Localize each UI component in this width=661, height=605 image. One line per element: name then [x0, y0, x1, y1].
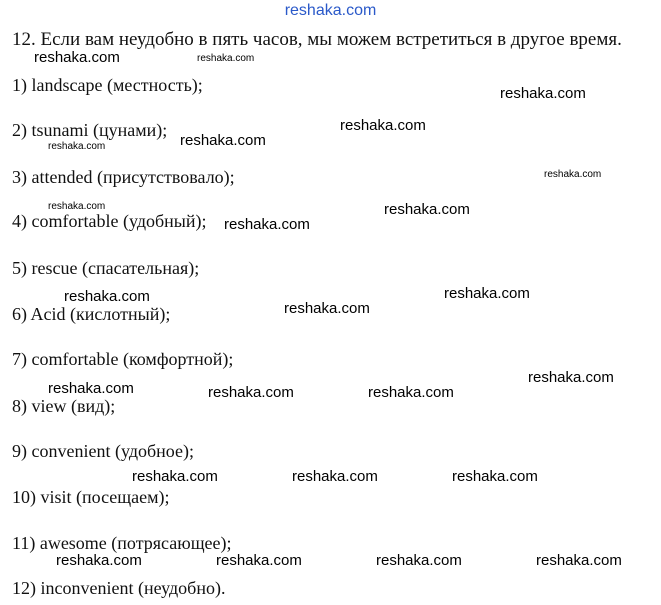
watermark: reshaka.com [536, 552, 622, 569]
task-sentence: Если вам неудобно в пять часов, мы можем встретиться в другое время. [40, 29, 622, 50]
answer-item-1: 1) landscape (местность); [12, 75, 203, 95]
answer-item-3: 3) attended (присутствовало); [12, 167, 235, 187]
answer-item-6: 6) Acid (кислотный); [12, 304, 171, 324]
watermark: reshaka.com [444, 285, 530, 302]
watermark: reshaka.com [132, 468, 218, 485]
watermark: reshaka.com [56, 552, 142, 569]
answer-item-2: 2) tsunami (цунами); [12, 120, 168, 140]
watermark: reshaka.com [544, 169, 602, 180]
answer-item-12: 12) inconvenient (неудобно). [12, 578, 226, 598]
watermark: reshaka.com [376, 552, 462, 569]
watermark: reshaka.com [48, 201, 106, 212]
watermark: reshaka.com [384, 201, 470, 218]
watermark: reshaka.com [292, 468, 378, 485]
watermark: reshaka.com [452, 468, 538, 485]
watermark: reshaka.com [216, 552, 302, 569]
watermark: reshaka.com [48, 141, 106, 152]
watermark: reshaka.com [48, 380, 134, 397]
task-heading [12, 29, 622, 51]
watermark: reshaka.com [500, 85, 586, 102]
watermark: reshaka.com [528, 369, 614, 386]
watermark: reshaka.com [368, 384, 454, 401]
watermark: reshaka.com [34, 49, 120, 66]
answer-item-8: 8) view (вид); [12, 396, 116, 416]
answer-item-11: 11) awesome (потрясающее); [12, 533, 232, 553]
watermark: reshaka.com [197, 53, 255, 64]
watermark: reshaka.com [208, 384, 294, 401]
watermark: reshaka.com [340, 117, 426, 134]
watermark: reshaka.com [64, 288, 150, 305]
answer-item-4: 4) comfortable (удобный); [12, 211, 207, 231]
answer-item-9: 9) convenient (удобное); [12, 441, 194, 461]
answer-item-5: 5) rescue (спасательная); [12, 258, 200, 278]
task-number: 12. [12, 29, 36, 50]
site-header-link[interactable]: reshaka.com [284, 2, 377, 19]
watermark: reshaka.com [224, 216, 310, 233]
watermark: reshaka.com [284, 300, 370, 317]
watermark: reshaka.com [180, 132, 266, 149]
answer-item-7: 7) comfortable (комфортной); [12, 349, 234, 369]
answer-item-10: 10) visit (посещаем); [12, 487, 170, 507]
